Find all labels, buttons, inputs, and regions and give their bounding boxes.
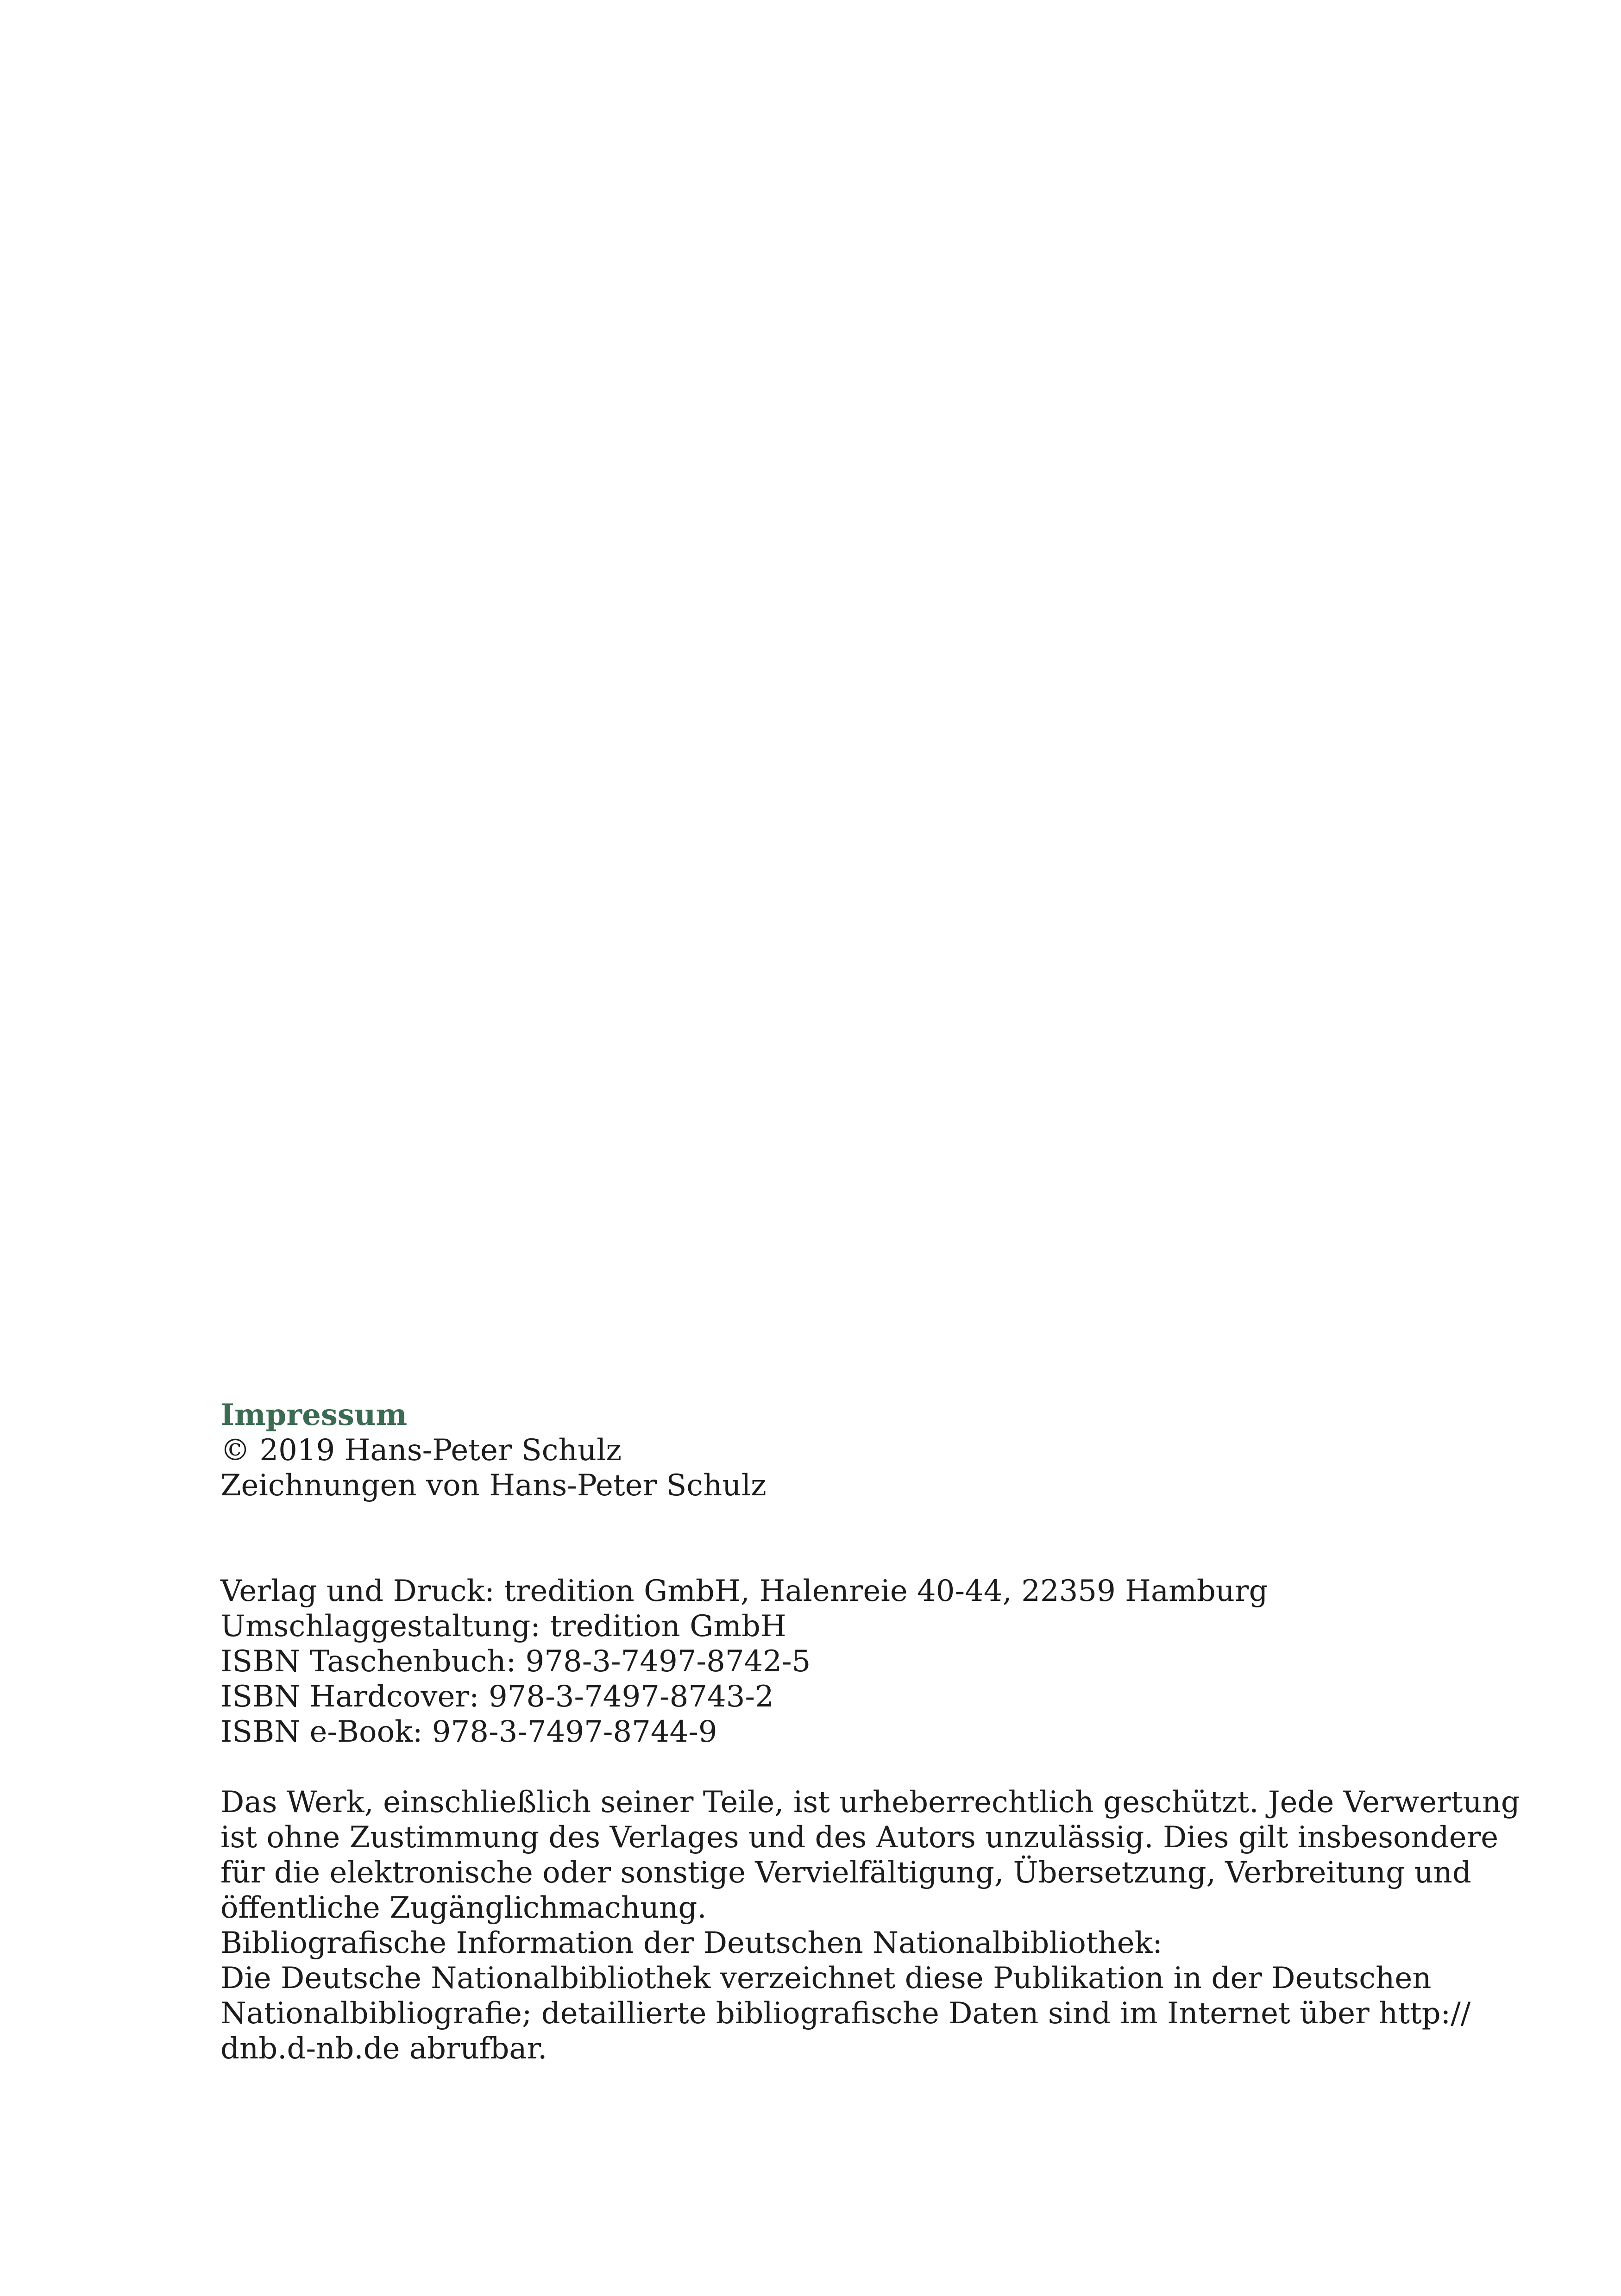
bibliographic-line: dnb.d-nb.de abrufbar. [220, 2032, 547, 2066]
rights-line: Das Werk, einschließlich seiner Teile, ist urheberrechtlich geschützt. Jede Verwertung [220, 1785, 1520, 1819]
drawings-credit: Zeichnungen von Hans-Peter Schulz [220, 1468, 767, 1503]
spacer [220, 1750, 1425, 1785]
rights-notice [220, 1785, 1520, 1926]
bibliographic-line: Die Deutsche Nationalbibliothek verzeichnet diese Publikation in der Deutschen [220, 1961, 1432, 1995]
imprint-heading: Impressum [220, 1398, 408, 1432]
copyright-line: © 2019 Hans-Peter Schulz [220, 1433, 622, 1468]
isbn-ebook: ISBN e-Book: 978-3-7497-8744-9 [220, 1715, 717, 1749]
cover-design-line: Umschlaggestaltung: tredition GmbH [220, 1609, 786, 1644]
bibliographic-heading: Bibliografische Information der Deutschen Nationalbibliothek: [220, 1926, 1162, 1960]
rights-line: ist ohne Zustimmung des Verlages und des Autors unzulässig. Dies gilt insbesondere [220, 1820, 1499, 1855]
rights-line: öffentliche Zugänglichmachung. [220, 1891, 707, 1925]
publisher-line: Verlag und Druck: tredition GmbH, Halenreie 40-44, 22359 Hamburg [220, 1574, 1268, 1608]
rights-line: für die elektronische oder sonstige Vervielfältigung, Übersetzung, Verbreitung und [220, 1856, 1471, 1890]
spacer [220, 1503, 1425, 1574]
imprint-block [220, 1398, 1520, 2066]
isbn-hardcover: ISBN Hardcover: 978-3-7497-8743-2 [220, 1680, 774, 1714]
bibliographic-notice [220, 1961, 1471, 2066]
isbn-paperback: ISBN Taschenbuch: 978-3-7497-8742-5 [220, 1644, 811, 1679]
bibliographic-line: Nationalbibliografie; detaillierte bibliografische Daten sind im Internet über http:// [220, 1996, 1471, 2031]
